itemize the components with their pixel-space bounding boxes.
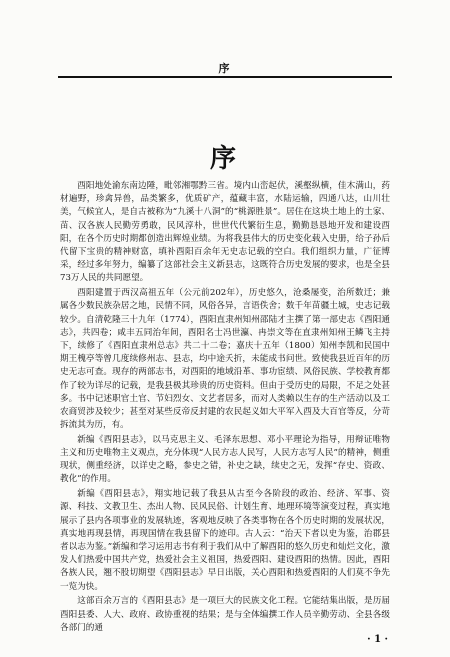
- header-rule: [58, 76, 392, 78]
- paragraph-1: 酉阳地处渝东南边陲，毗邻湘鄂黔三省。境内山峦起伏，溪壑纵横，佳木满山，药材遍野，珍禽异兽，品类繁多，优质矿产，蕴藏丰富，水陆运输，四通八达，山川壮美，气候宜人，是自古被称为“九溪十八洞”的“桃源胜景”。居住在这块土地上的土家、苗、汉各族人民勤劳勇敢，民风淳朴，世世代代繁衍生息，勤勤恳恳地开发和建设酉阳，在各个历史时期都创造出辉煌业绩。为将我县伟大的历史变化载入史册，给子孙后代留下宝贵的精神财富，填补酉阳百余年无史志记载的空白。我们组织力量，广征博采，经过多年努力，编纂了这部社会主义新县志，这既符合历史发展的要求，也是全县73万人民的共同愿望。: [60, 181, 390, 284]
- page-number: · 1 ·: [367, 634, 388, 645]
- paragraph-3: 新编《酉阳县志》，以马克思主义、毛泽东思想、邓小平理论为指导，用辩证唯物主义和历史唯物主义观点，充分体现“人民方志人民写，人民方志写人民”的精神，侧重现状，侧重经济，以详史之略，参史之错，补史之缺，续史之无，发挥“存史、资政、教化”的作用。: [60, 434, 390, 485]
- body-text: [60, 180, 390, 636]
- header-title: 序: [218, 62, 232, 75]
- paragraph-4: 新编《酉阳县志》，翔实地记载了我县从古至今各阶段的政治、经济、军事、资源、科技、文教卫生、杰出人物、民风民俗、计划生育、地理环境等演变过程，真实地展示了县内各项事业的发展轨迹，客观地反映了各类事物在各个历史时期的发展状况，真实地再现县情，再现国情在我县留下的迹印。古人云：“治天下者以史为鉴，治郡县者以志为鉴。”新编和学习运用志书有利于我们从中了解酉阳的悠久历史和灿烂文化，激发人们热爱中国共产党，热爱社会主义祖国，热爱酉阳、建设酉阳的热情。因此，酉阳各族人民，翘不股切期望《酉阳县志》早日出版，关心酉阳和热爱酉阳的人们莫不争先一览为快。: [60, 489, 390, 592]
- paragraph-5: 这部百余万言的《酉阳县志》是一项巨大的民族文化工程。它能结集出版，是历届酉阳县委、人大、政府、政协重视的结果；是与全体编撰工作人员辛勤劳动、全县各级各部门的通: [60, 596, 390, 633]
- paragraph-2: 酉阳建置于西汉高祖五年（公元前202年），历史悠久，沧桑屡变，治所数迁；兼属各少数民族杂居之地，民情不同，风俗各异，言语佚舍；数千年苗疆土城，史志记载较少。自清乾隆三十九年（1774），酉阳直隶州知州邵陆才主撰了第一部史志《酉阳通志》，共四卷；咸丰五同治年间，酉阳名士冯世瀛、冉崇文等在直隶州知州王鳞飞主持下，续修了《酉阳直隶州总志》共二十二卷；嘉庆十五年（1800）知州李凯和民国中期王槐亭等曾几度续修州志、县志，均中途夭折，未能成书问世。致使我县近百年的历史无志可查。现存的两部志书，对酉阳的地域沿革、事功宦绩、风俗民族、学校教育都作了较为详尽的记载，是我县极其珍贵的历史资料。但由于受历史的局限，不足之处甚多。书中记述职官土官、节妇烈女、文艺者居多，而对人类赖以生存的生产活动以及工农商贸涉及较少；甚至对某些反帝反封建的农民起义如大平军入酉及大百官等反，分苛拆流其为历，有。: [60, 288, 390, 431]
- section-title: 序: [209, 144, 240, 174]
